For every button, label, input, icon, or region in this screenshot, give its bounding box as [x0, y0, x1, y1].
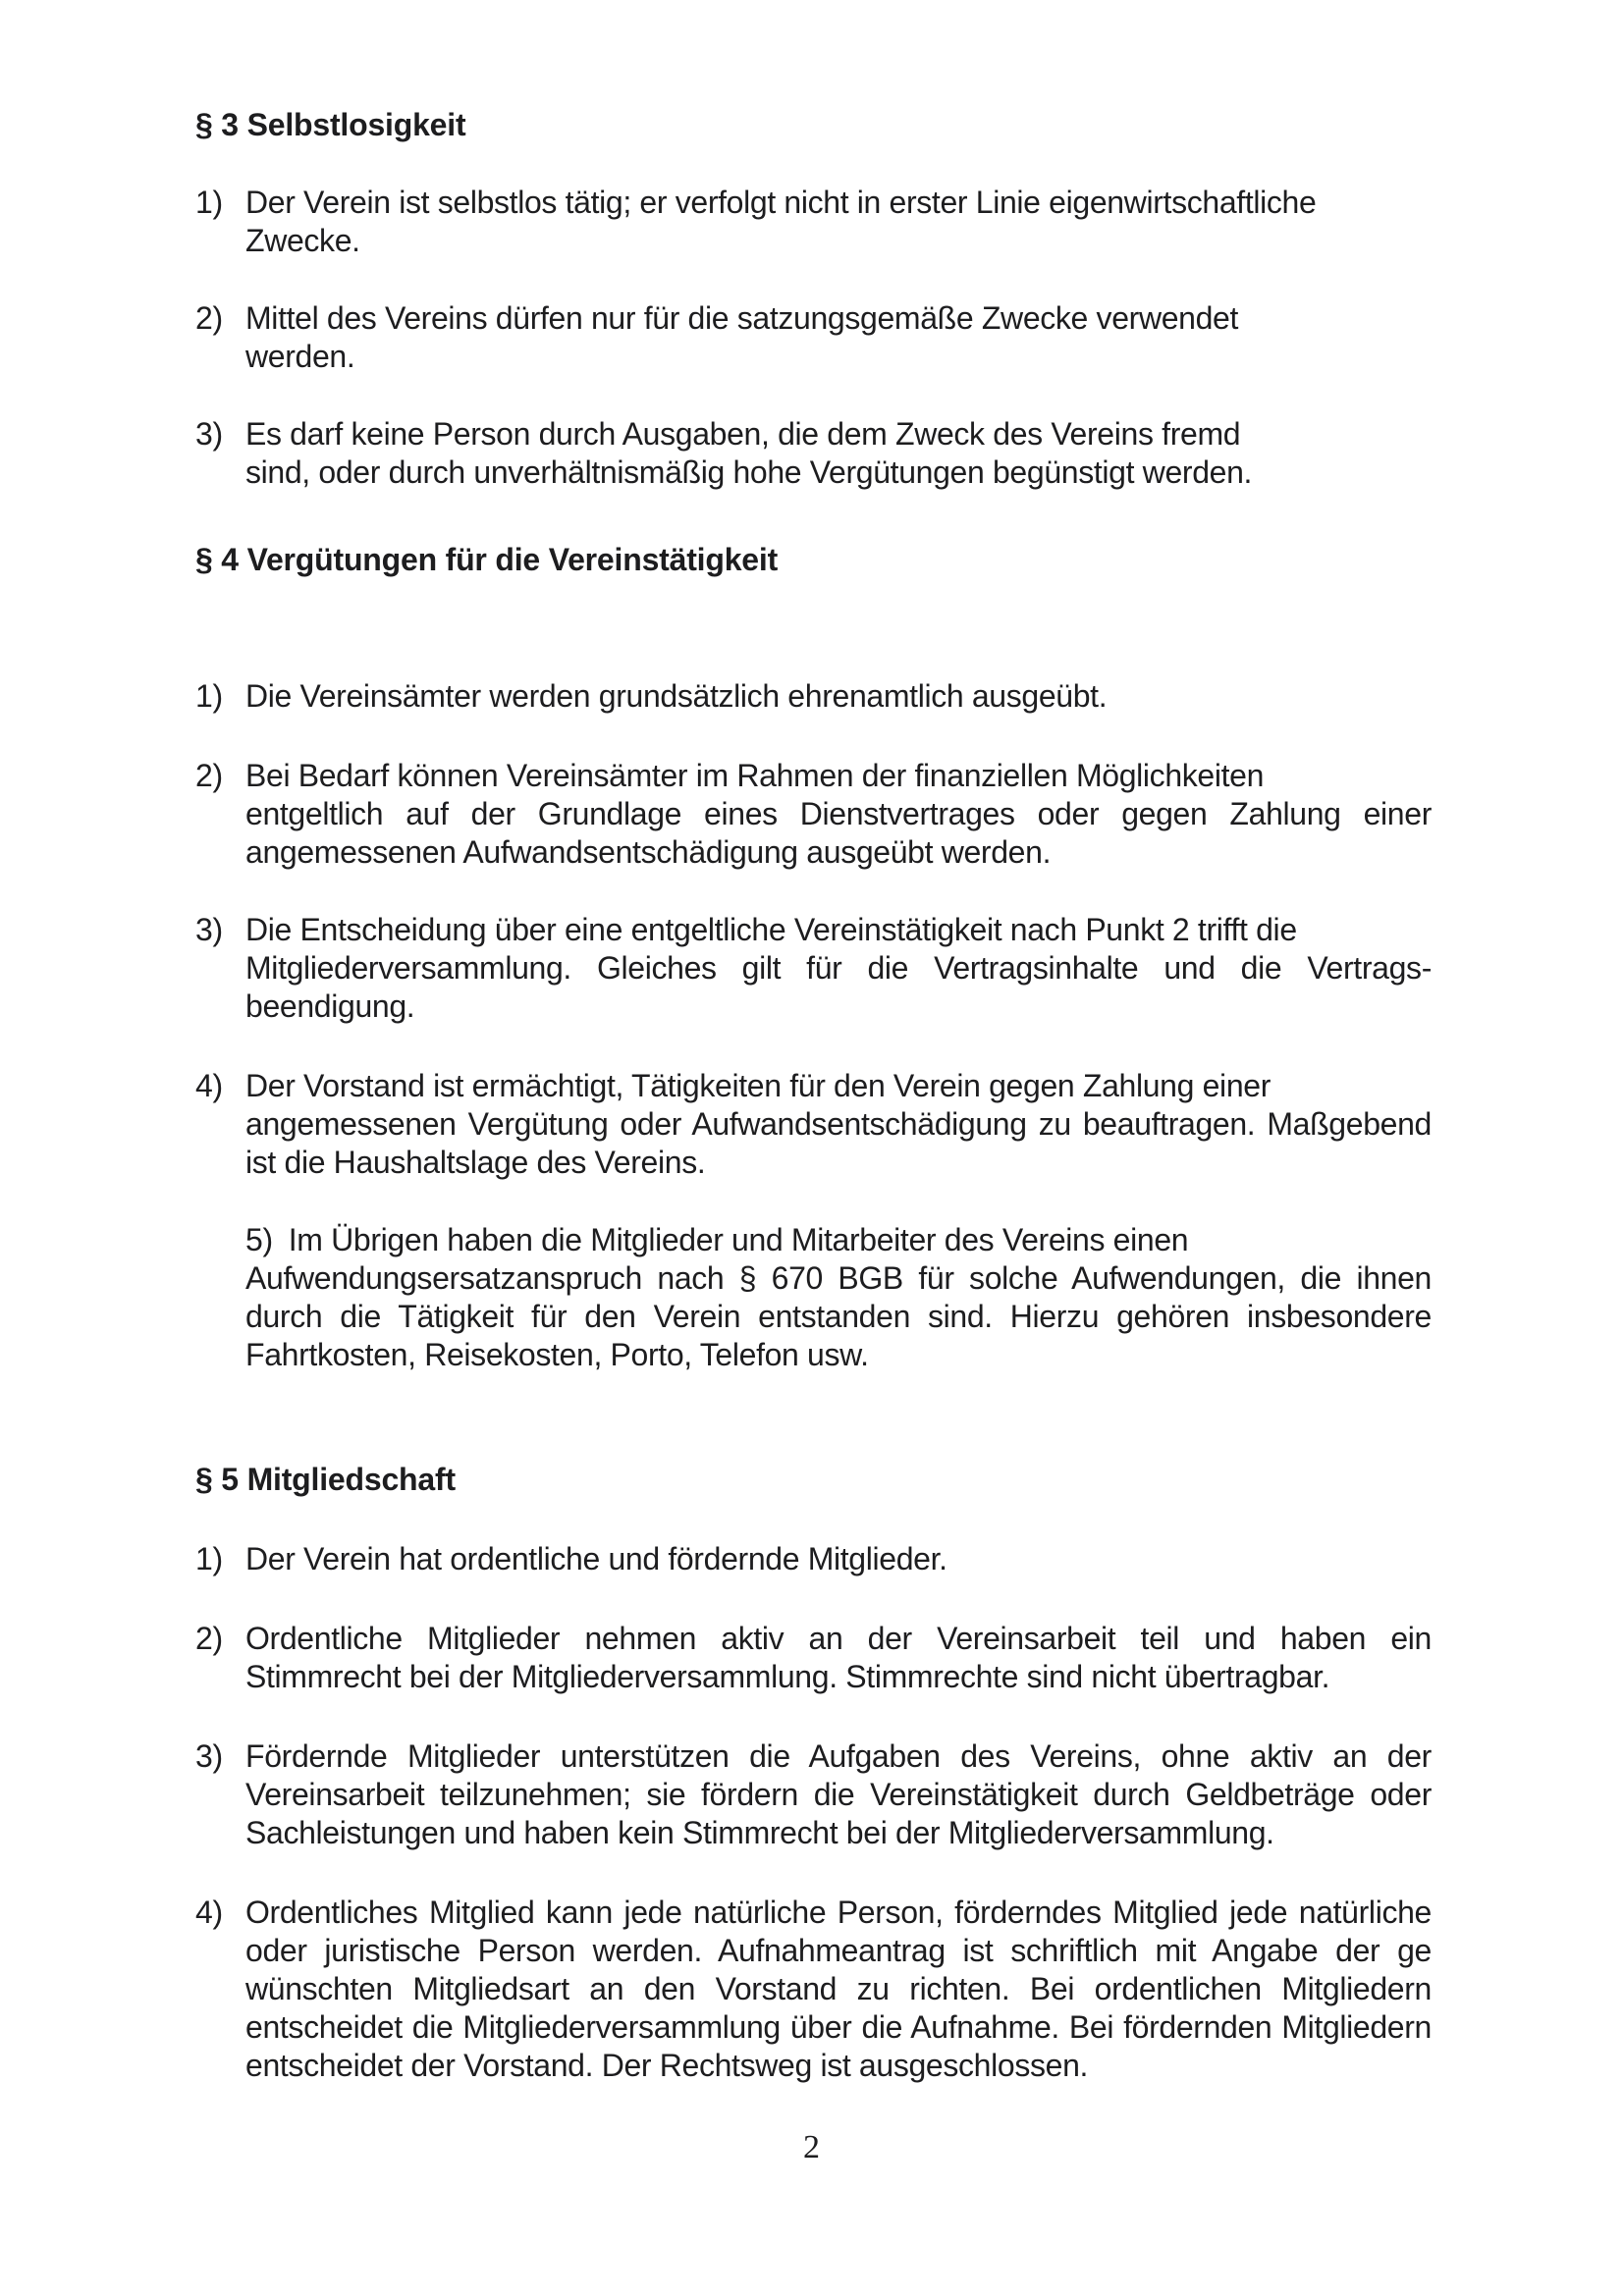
item-number: 1) — [195, 678, 223, 714]
list-item — [195, 184, 1432, 260]
text-line-content: Im Übrigen haben die Mitglieder und Mitarbeiter des Vereins einen — [288, 1222, 1189, 1257]
text-line: werden. — [245, 339, 355, 374]
text-line: Die Vereinsämter werden grundsätzlich ehrenamtlich ausgeübt. — [245, 678, 1108, 714]
page-number: 2 — [803, 2129, 820, 2165]
list-item — [195, 415, 1432, 492]
text-line: sind, oder durch unverhältnismäßig hohe Vergütungen begünstigt werden. — [245, 454, 1253, 490]
item-number: 5) — [245, 1222, 273, 1257]
text-line: angemessenen Aufwandsentschädigung ausgeübt werden. — [245, 834, 1052, 870]
section — [195, 106, 1432, 492]
text-line — [245, 1221, 1432, 1259]
item-number: 2) — [195, 758, 223, 793]
text-line: Ordentliche Mitglieder nehmen aktiv an der Vereinsarbeit teil und haben ein — [245, 1621, 1432, 1656]
section-heading: § 4 Vergütungen für die Vereinstätigkeit — [195, 542, 779, 577]
text-line: Die Entscheidung über eine entgeltliche Vereinstätigkeit nach Punkt 2 trifft die — [245, 912, 1297, 947]
text-line: durch die Tätigkeit für den Verein entstanden sind. Hierzu gehören insbesondere — [245, 1299, 1432, 1334]
text-line: Vereinsarbeit teilzunehmen; sie fördern die Vereinstätigkeit durch Geldbeträge oder — [245, 1777, 1432, 1812]
text-line: Ordentliches Mitglied kann jede natürliche Person, förderndes Mitglied jede natürliche — [245, 1895, 1432, 1930]
text-line: beendigung. — [245, 988, 415, 1024]
text-line: entscheidet der Vorstand. Der Rechtsweg ist ausgeschlossen. — [245, 2048, 1089, 2083]
list-item — [195, 677, 1432, 716]
item-number: 1) — [195, 1541, 223, 1576]
item-number: 4) — [195, 1895, 223, 1930]
list-item — [195, 1221, 1432, 1374]
list-item — [195, 1620, 1432, 1696]
text-line: ist die Haushaltslage des Vereins. — [245, 1145, 706, 1180]
list-item — [195, 911, 1432, 1026]
item-number: 3) — [195, 416, 223, 452]
item-number: 3) — [195, 1738, 223, 1774]
text-line: Bei Bedarf können Vereinsämter im Rahmen der finanziellen Möglichkeiten — [245, 758, 1265, 793]
text-line: Aufwendungsersatzanspruch nach § 670 BGB für solche Aufwendungen, die ihnen — [245, 1260, 1432, 1296]
list-item — [195, 757, 1432, 872]
text-line: oder juristische Person werden. Aufnahmeantrag ist schriftlich mit Angabe der ge — [245, 1933, 1432, 1968]
section — [195, 541, 1432, 1374]
text-line: entscheidet die Mitgliederversammlung über die Aufnahme. Bei fördernden Mitgliedern — [245, 2009, 1432, 2045]
text-line: entgeltlich auf der Grundlage eines Dienstvertrages oder gegen Zahlung einer — [245, 796, 1432, 831]
text-line: Fördernde Mitglieder unterstützen die Aufgaben des Vereins, ohne aktiv an der — [245, 1738, 1432, 1774]
item-number: 4) — [195, 1068, 223, 1103]
item-number: 1) — [195, 185, 223, 220]
text-line: Der Verein ist selbstlos tätig; er verfolgt nicht in erster Linie eigenwirtschaftliche — [245, 185, 1317, 220]
text-line: Es darf keine Person durch Ausgaben, die dem Zweck des Vereins fremd — [245, 416, 1241, 452]
text-line: Der Vorstand ist ermächtigt, Tätigkeiten für den Verein gegen Zahlung einer — [245, 1068, 1271, 1103]
list-item — [195, 1067, 1432, 1182]
section-heading: § 3 Selbstlosigkeit — [195, 107, 466, 142]
text-line: Der Verein hat ordentliche und fördernde Mitglieder. — [245, 1541, 947, 1576]
text-line: Mitgliederversammlung. Gleiches gilt für die Vertragsinhalte und die Vertrags- — [245, 950, 1432, 986]
list-item — [195, 1540, 1432, 1578]
item-number: 2) — [195, 1621, 223, 1656]
text-line: angemessenen Vergütung oder Aufwandsentschädigung zu beauftragen. Maßgebend — [245, 1106, 1432, 1142]
list-item — [195, 299, 1432, 376]
item-number: 2) — [195, 300, 223, 336]
text-line: wünschten Mitgliedsart an den Vorstand zu richten. Bei ordentlichen Mitgliedern — [245, 1971, 1432, 2006]
text-line: Zwecke. — [245, 223, 360, 258]
list-item — [195, 1894, 1432, 2085]
document-body — [195, 106, 1432, 2085]
section-heading: § 5 Mitgliedschaft — [195, 1462, 456, 1497]
text-line: Sachleistungen und haben kein Stimmrecht bei der Mitgliederversammlung. — [245, 1815, 1274, 1850]
text-line: Stimmrecht bei der Mitgliederversammlung. Stimmrechte sind nicht übertragbar. — [245, 1659, 1330, 1694]
item-number: 3) — [195, 912, 223, 947]
text-line: Mittel des Vereins dürfen nur für die satzungsgemäße Zwecke verwendet — [245, 300, 1239, 336]
text-line: Fahrtkosten, Reisekosten, Porto, Telefon usw. — [245, 1337, 869, 1372]
section — [195, 1461, 1432, 2085]
list-item — [195, 1737, 1432, 1852]
